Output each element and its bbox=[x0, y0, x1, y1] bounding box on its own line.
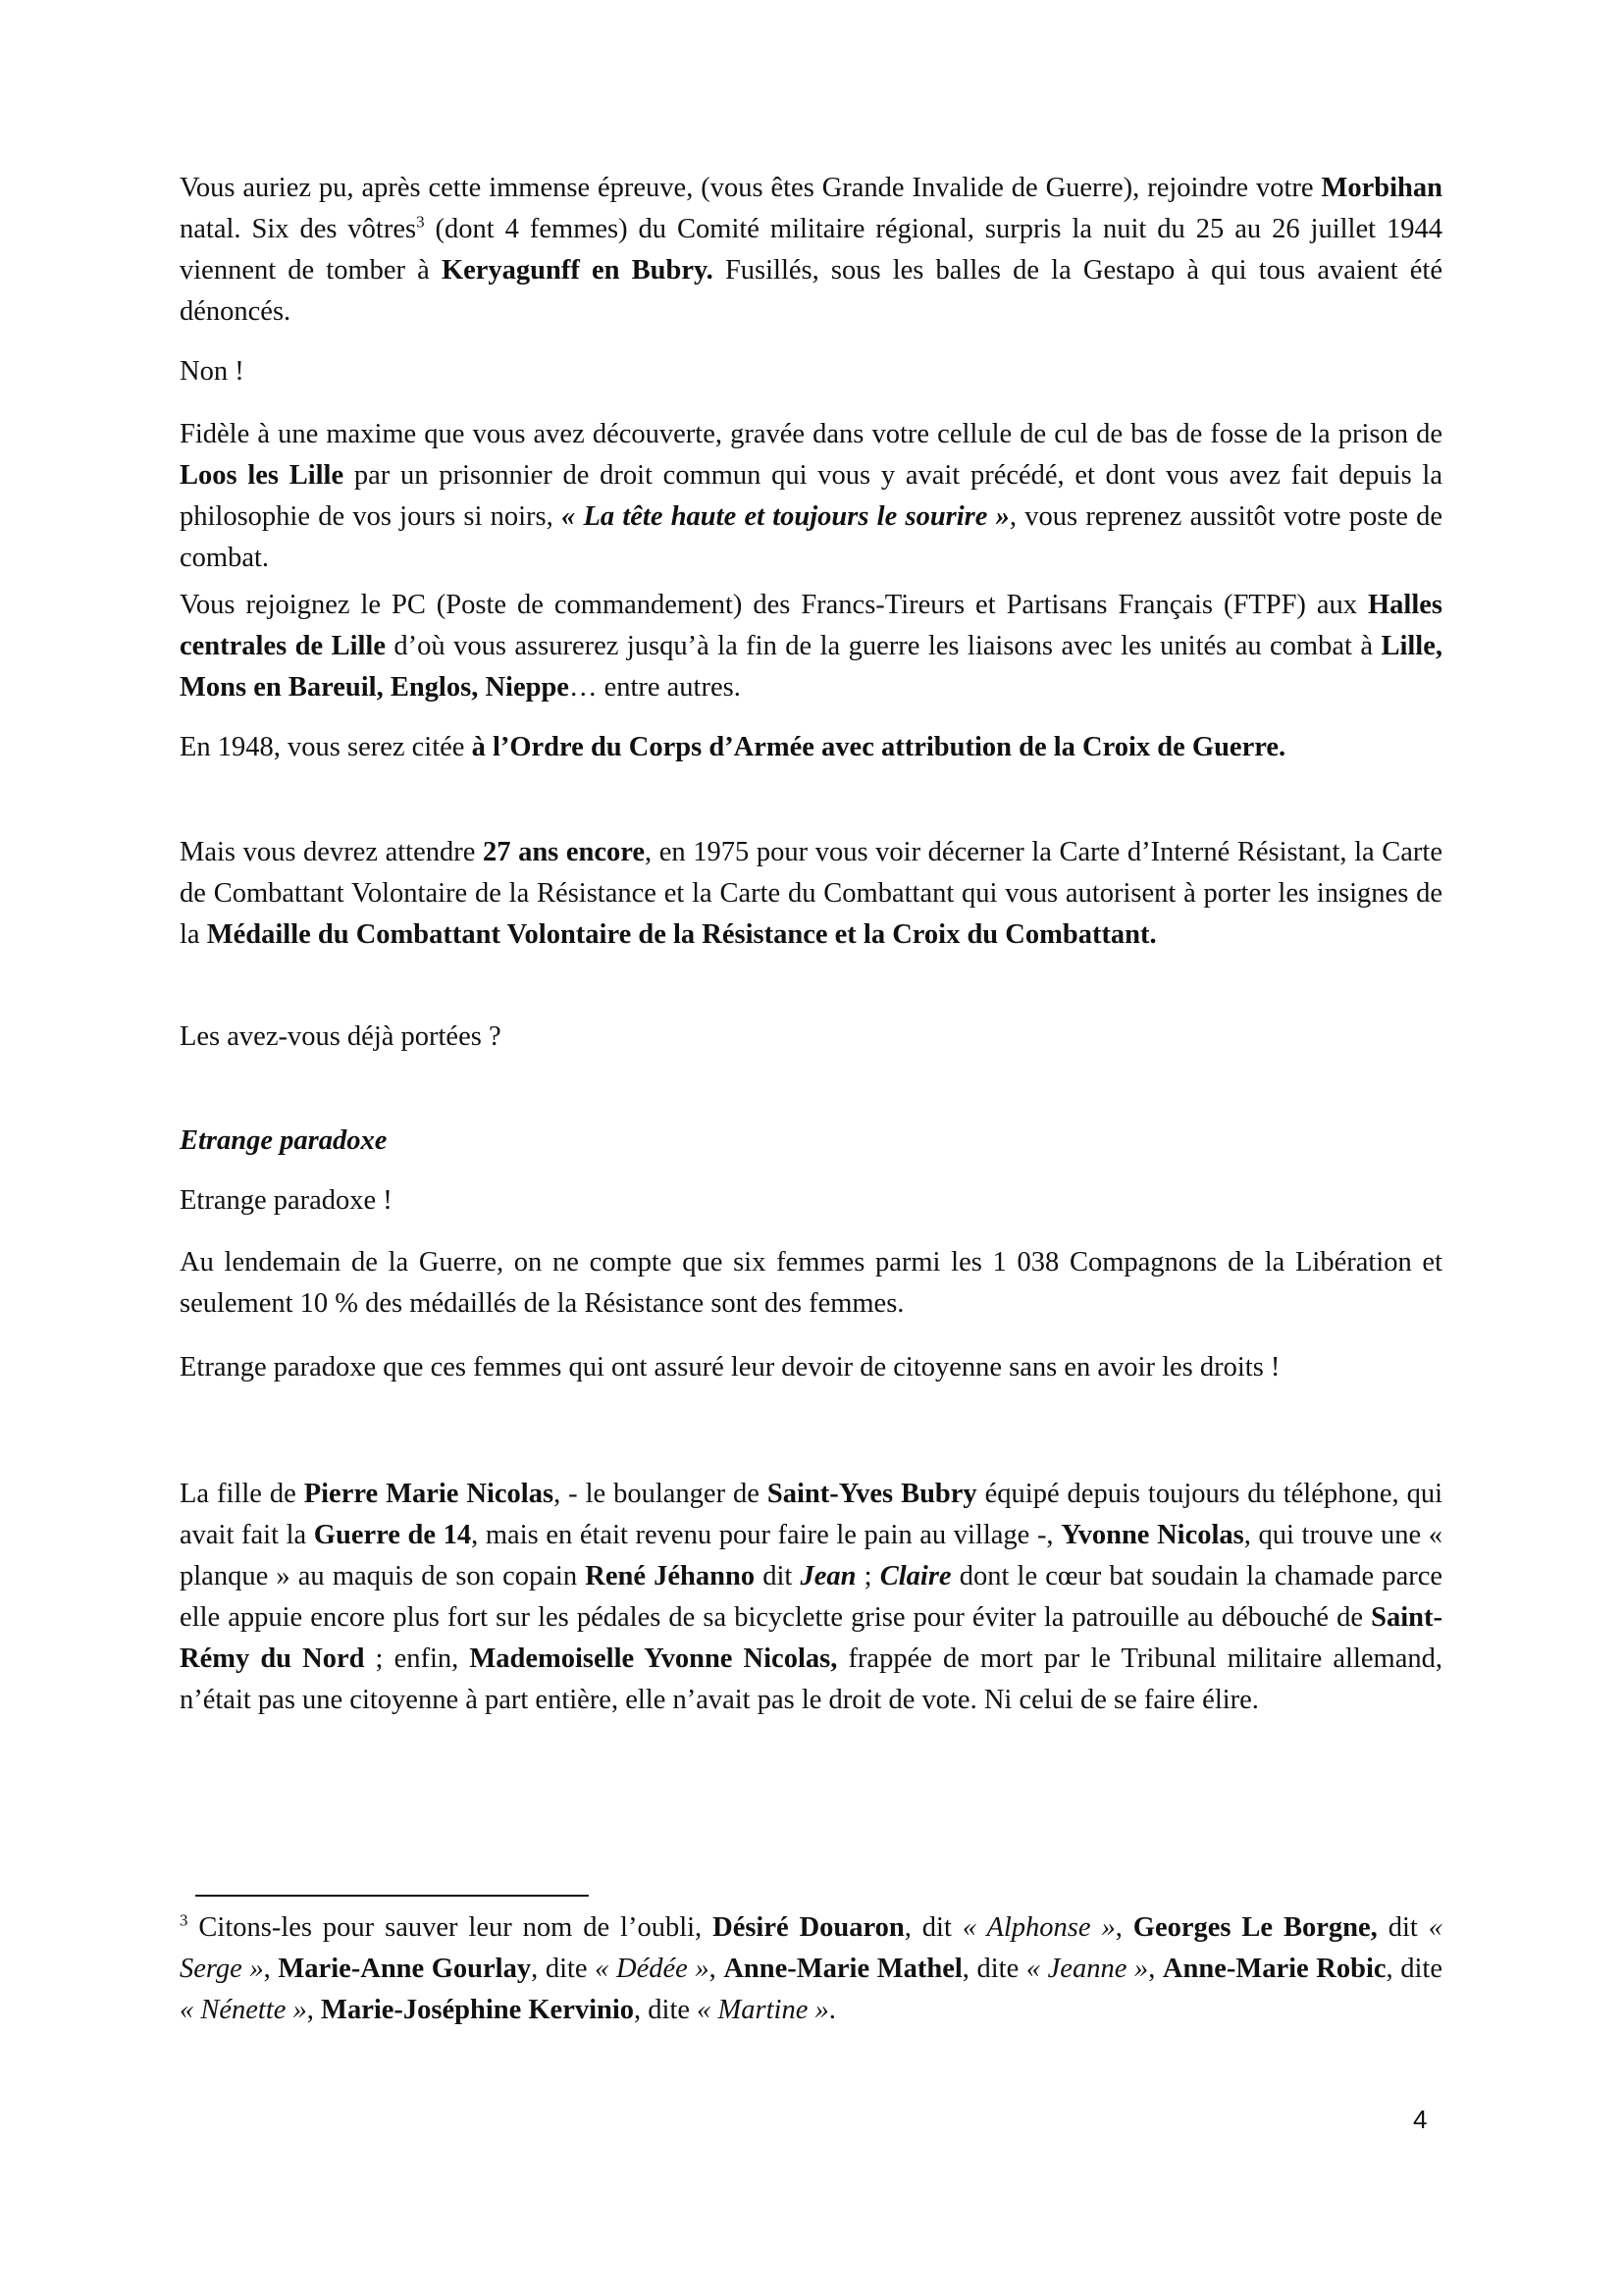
bold-text: Morbihan bbox=[1321, 173, 1442, 203]
footnote-reference[interactable]: 3 bbox=[416, 212, 425, 232]
text: ; bbox=[856, 1561, 880, 1591]
footnote-separator bbox=[195, 1895, 589, 1897]
text: . bbox=[828, 1995, 836, 2025]
text: dit bbox=[755, 1561, 801, 1591]
page-number: 4 bbox=[1413, 2105, 1428, 2134]
paragraph-la-fille bbox=[180, 1474, 1442, 1721]
text: , bbox=[708, 1954, 724, 1984]
text: dit bbox=[1377, 1912, 1429, 1943]
bold-text: Loos les Lille bbox=[180, 460, 344, 491]
text: , dite bbox=[634, 1995, 698, 2025]
paragraph-non: Non ! bbox=[180, 356, 244, 387]
text: Citons-les pour sauver leur nom de l’oubli, bbox=[187, 1912, 713, 1943]
paragraph-etrange-2: Etrange paradoxe que ces femmes qui ont assuré leur devoir de citoyenne sans en avoir les droits ! bbox=[180, 1352, 1281, 1382]
bold-text: Saint-Yves Bubry bbox=[766, 1479, 977, 1509]
italic-text: « Alphonse » bbox=[962, 1912, 1116, 1943]
bold-text: Désiré Douaron bbox=[712, 1912, 905, 1943]
text: , dite bbox=[962, 1954, 1026, 1984]
italic-text: « Martine » bbox=[697, 1995, 829, 2025]
text: , mais en était revenu pour faire le pain au village -, bbox=[471, 1520, 1062, 1550]
bold-text: Yvonne Nicolas bbox=[1061, 1520, 1244, 1550]
italic-text: « Serge » bbox=[180, 1912, 1442, 1984]
paragraph-rejoignez bbox=[180, 585, 1442, 708]
bold-text: Médaille du Combattant Volontaire de la Résistance et la Croix du Combattant. bbox=[206, 919, 1157, 950]
bold-text: Pierre Marie Nicolas bbox=[303, 1479, 554, 1509]
paragraph-27-ans bbox=[180, 832, 1442, 956]
italic-text: « Nénette » bbox=[180, 1995, 307, 2025]
text: d’où vous assurerez jusqu’à la fin de la guerre les liaisons avec les unités au combat à bbox=[386, 631, 1382, 661]
bold-text: René Jéhanno bbox=[585, 1561, 756, 1591]
bold-text: Saint-Rémy du Nord bbox=[180, 1602, 1442, 1674]
text: ; enfin, bbox=[364, 1643, 470, 1674]
italic-text: « Dédée » bbox=[595, 1954, 709, 1984]
text: , en 1975 pour vous voir décerner la Carte d’Interné Résistant, la Carte de Combattant Volontaire de la Résistance et la Carte du Combattant qui vous autorisent à porter les insignes de la bbox=[180, 837, 1442, 950]
text: natal. Six des vôtres bbox=[180, 214, 417, 244]
text: , dit bbox=[904, 1912, 963, 1943]
bold-text: 27 ans encore bbox=[482, 837, 646, 867]
bold-italic-quote: « La tête haute et toujours le sourire » bbox=[560, 501, 1010, 532]
text: , bbox=[306, 1995, 322, 2025]
bold-text: Lille, Mons en Bareuil, Englos, Nieppe bbox=[180, 631, 1442, 703]
text: , qui trouve une « planque » au maquis de son copain bbox=[180, 1520, 1442, 1591]
footnote-number: 3 bbox=[180, 1910, 188, 1930]
heading-text: Etrange paradoxe bbox=[180, 1125, 388, 1156]
text: frappée de mort par le Tribunal militaire allemand, n’était pas une citoyenne à part entière, elle n’avait pas le droit de vote. Ni celui de se faire élire. bbox=[180, 1643, 1442, 1715]
bold-italic-text: Claire bbox=[879, 1561, 952, 1591]
bold-text: Keryagunff en Bubry. bbox=[441, 255, 713, 286]
bold-text: Mademoiselle Yvonne Nicolas, bbox=[469, 1643, 838, 1674]
section-heading bbox=[180, 1121, 1442, 1162]
paragraph-morbihan bbox=[180, 168, 1442, 333]
text: … entre autres. bbox=[568, 672, 741, 703]
paragraph-etrange-1: Etrange paradoxe ! bbox=[180, 1185, 393, 1216]
bold-text: Halles centrales de Lille bbox=[180, 590, 1442, 661]
text: dont le cœur bat soudain la chamade parce elle appuie encore plus fort sur les pédales de sa bicyclette grise pour éviter la patrouille au débouché de bbox=[180, 1561, 1443, 1633]
text: Fidèle à une maxime que vous avez découverte, gravée dans votre cellule de cul de bas de fosse de la prison de bbox=[180, 419, 1442, 449]
paragraph-1948 bbox=[180, 727, 1442, 768]
paragraph-lendemain: Au lendemain de la Guerre, on ne compte que six femmes parmi les 1 038 Compagnons de la Libération et seulement 10 % des médaillés de la Résistance sont des femmes. bbox=[180, 1247, 1442, 1319]
bold-text: à l’Ordre du Corps d’Armée avec attribution de la Croix de Guerre. bbox=[471, 732, 1286, 762]
text: , - le boulanger de bbox=[553, 1479, 767, 1509]
bold-text: Anne-Marie Robic bbox=[1162, 1954, 1387, 1984]
bold-text: Anne-Marie Mathel bbox=[723, 1954, 963, 1984]
bold-italic-text: Jean bbox=[800, 1561, 857, 1591]
text: En 1948, vous serez citée bbox=[180, 732, 472, 762]
text: , bbox=[1115, 1912, 1133, 1943]
paragraph-portees: Les avez-vous déjà portées ? bbox=[180, 1021, 501, 1052]
paragraph-fidele bbox=[180, 414, 1442, 579]
italic-text: « Jeanne » bbox=[1025, 1954, 1149, 1984]
text: Vous auriez pu, après cette immense épreuve, (vous êtes Grande Invalide de Guerre), rejoindre votre bbox=[180, 173, 1322, 203]
text: , bbox=[1148, 1954, 1163, 1984]
text: Fusillés, sous les balles de la Gestapo à qui tous avaient été dénoncés. bbox=[180, 255, 1443, 327]
bold-text: Marie-Anne Gourlay bbox=[278, 1954, 532, 1984]
text: équipé depuis toujours du téléphone, qui avait fait la bbox=[180, 1479, 1443, 1550]
text: par un prisonnier de droit commun qui vous y avait précédé, et dont vous avez fait depuis la philosophie de vos jours si noirs, bbox=[180, 460, 1442, 532]
text: , bbox=[263, 1954, 279, 1984]
text: , dite bbox=[531, 1954, 596, 1984]
bold-text: Marie-Joséphine Kervinio bbox=[321, 1995, 635, 2025]
text: Mais vous devrez attendre bbox=[180, 837, 483, 867]
text: , vous reprenez aussitôt votre poste de combat. bbox=[180, 501, 1443, 573]
text: , dite bbox=[1386, 1954, 1442, 1984]
text: (dont 4 femmes) du Comité militaire régional, surpris la nuit du 25 au 26 juillet 1944 viennent de tomber à bbox=[180, 214, 1442, 286]
text: La fille de bbox=[180, 1479, 304, 1509]
bold-text: Guerre de 14 bbox=[313, 1520, 472, 1550]
text: Vous rejoignez le PC (Poste de commandement) des Francs-Tireurs et Partisans Français (FTPF) aux bbox=[180, 590, 1368, 620]
footnote bbox=[180, 1907, 1442, 2031]
bold-text: Georges Le Borgne, bbox=[1132, 1912, 1378, 1943]
